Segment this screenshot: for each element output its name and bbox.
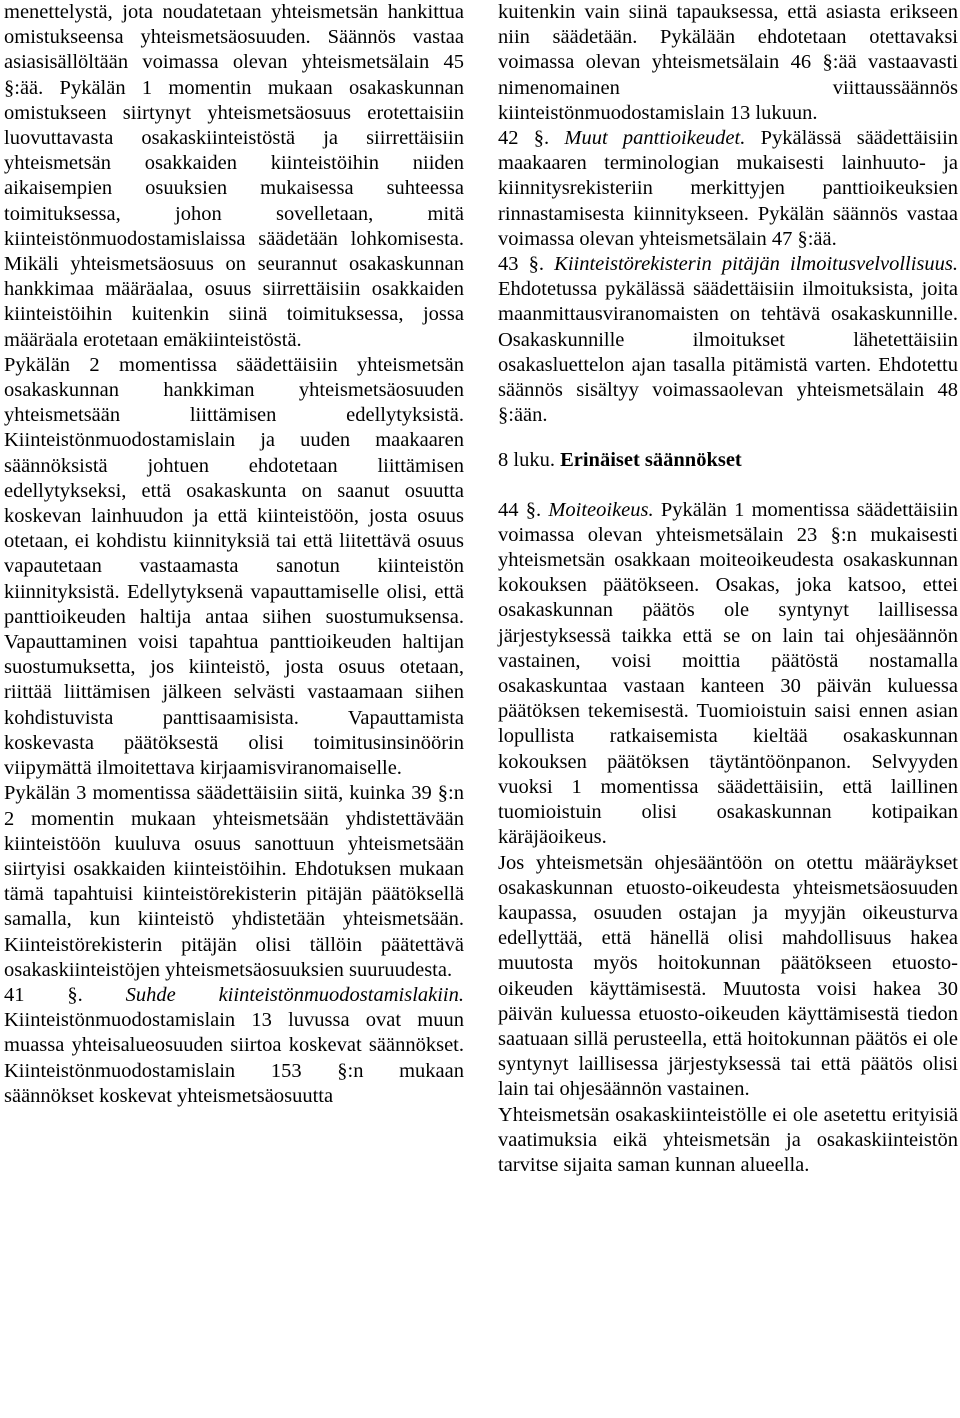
section-44 bbox=[498, 498, 958, 851]
section-42 bbox=[498, 126, 958, 252]
section-number: 44 §. bbox=[498, 498, 542, 521]
section-number: 43 §. bbox=[498, 253, 545, 276]
paragraph: Yhteismetsän osakaskiinteistölle ei ole asetettu erityisiä vaatimuksia eikä yhteismetsän ja osakaskiinteistön tarvitse sijaita saman kunnan alueella. bbox=[498, 1103, 958, 1176]
chapter-title: Erinäiset säännökset bbox=[560, 449, 742, 472]
section-title: Muut panttioikeudet. bbox=[564, 127, 746, 150]
section-43 bbox=[498, 252, 958, 428]
right-column bbox=[498, 0, 958, 1178]
section-text: Pykälässä säädettäisiin maakaaren terminologian mukaisesti lainhuuto- ja kiinnitysrekisteriin merkittyjen panttioikeuksien rinnastamisesta kiinnitykseen. Pykälän säännös vastaa voimassa olevan yhteismetsälain 47 §:ää. bbox=[498, 127, 959, 250]
section-title: Moiteoikeus. bbox=[548, 498, 654, 521]
section-number: 41 §. bbox=[4, 983, 83, 1006]
left-column bbox=[4, 0, 464, 1109]
section-41 bbox=[4, 983, 464, 1109]
section-title: Suhde kiinteistönmuodostamislakiin. bbox=[125, 983, 465, 1006]
paragraph: Jos yhteismetsän ohjesääntöön on otettu määräykset osakaskunnan etuosto-oikeudesta yhteismetsäosuuden kaupassa, osuuden ostajan ja myyjän oikeusturva edellyttää, että hänellä olisi mahdollisuus hakea muutosta myös hoitokunnan päätökseen etuosto-oikeuden käyttämisestä. Muutosta voisi hakea 30 päivän kuluessa etuosto-oikeuden käyttämisestä tiedon saatuaan sillä perusteella, että hoitokunnan päätös ei ole syntynyt laillisessa järjestyksessä tai että päätös olisi lain tai ohjesäännön vastainen. bbox=[498, 851, 958, 1101]
chapter-heading bbox=[498, 448, 958, 473]
chapter-number: 8 luku. bbox=[498, 449, 555, 472]
paragraph: kuitenkin vain siinä tapauksessa, että asiasta erikseen niin säädetään. Pykälään ehdotetaan otettavaksi voimassa olevan yhteismetsälain 46 §:ää vastaavasti nimenomainen viittaussäännös kiinteistönmuodostamislain 13 lukuun. bbox=[498, 1, 958, 124]
section-text: Kiinteistönmuodostamislain 13 luvussa ovat muun muassa yhteisalueosuuden siirtoa koskevat säännökset. Kiinteistönmuodostamislain 153 §:n mukaan säännökset koskevat yhteismetsäosuutta bbox=[4, 1009, 464, 1107]
paragraph: menettelystä, jota noudatetaan yhteismetsän hankittua omistukseensa yhteismetsäosuuden. Säännös vastaa asiasisällöltään voimassa olevan yhteismetsälain 45 §:ää. Pykälän 1 momentin mukaan osakaskunnan omistukseen siirtynyt yhteismetsäosuus erotettaisiin luovuttavasta osakaskiinteistöstä ja siirrettäisiin yhteismetsän osakkaiden kiinteistöihin niiden aikaisempien osuuksien mukaisessa suhteessa toimituksessa, johon sovelletaan, mitä kiinteistönmuodostamislaissa säädetään lohkomisesta. Mikäli yhteismetsäosuus on seurannut osakaskunnan hankkimaa määräalaa, osuus siirrettäisiin osakkaiden kiinteistöihin kuitenkin siinä toimituksessa, jossa määräala erotetaan emäkiinteistöstä. bbox=[4, 1, 464, 351]
section-text: Ehdotetussa pykälässä säädettäisiin ilmoituksista, joita maanmittausviranomaisten on tehtävä osakaskunnille. Osakaskunnille ilmoitukset lähetettäisiin osakasluettelon ajan tasalla pitämistä varten. Ehdotettu säännös sisältyy voimassaolevan yhteismetsälain 48 §:ään. bbox=[498, 278, 958, 427]
paragraph: Pykälän 2 momentissa säädettäisiin yhteismetsän osakaskunnan hankkiman yhteismetsäosuuden yhteismetsään liittämisen edellytyksistä. Kiinteistönmuodostamislain ja uuden maakaaren säännöksistä johtuen ehdotetaan liittämisen edellytykseksi, että osakaskunta on saanut osuutta koskevan lainhuudon ja että kiinteistöön, josta osuus otetaan, ei kohdistu kiinnityksiä tai että liitettävä osuus vapautetaan vastaamasta sanotun kiinteistön kiinnityksistä. Edellytyksenä vapauttamiselle olisi, että panttioikeuden haltija antaa siihen suostumuksensa. Vapauttaminen voisi tapahtua panttioikeuden haltijan suostumuksetta, jos kiinteistö, josta osuus otetaan, riittää liittämisen jälkeen selvästi vastaamaan siihen kohdistuvista panttisaamisista. Vapauttamista koskevasta päätöksestä olisi toimitusinsinöörin viipymättä ilmoitettava kirjaamisviranomaiselle. bbox=[4, 353, 464, 780]
section-number: 42 §. bbox=[498, 127, 550, 150]
section-text: Pykälän 1 momentissa säädettäisiin voimassa olevan yhteismetsälain 23 §:n mukaisesti yhteismetsän osakkaan moiteoikeudesta osakaskunnan kokouksen päätökseen. Osakas, joka katsoo, ettei osakaskunnan päätös ole syntynyt laillisessa järjestyksessä taikka että se on lain tai ohjesäännön vastainen, voisi moittia päätöstä nostamalla osakaskuntaa vastaan kanteen 30 päivän kuluessa päätöksen tekemisestä. Tuomioistuin saisi ennen asian lopullista ratkaisemista kieltää osakaskunnan kokouksen päätöksen täytäntöönpanon. Selvyyden vuoksi 1 momentissa säädettäisiin, että laillinen tuomioistuin olisi osakaskunnan kotipaikan käräjäoikeus. bbox=[498, 498, 959, 849]
paragraph: Pykälän 3 momentissa säädettäisiin siitä, kuinka 39 §:n 2 momentin mukaan yhteismetsään yhdistettävään kiinteistöön kuuluva osuus sanottuun yhteismetsään siirtyisi osakkaiden kiinteistöihin. Ehdotuksen mukaan tämä tapahtuisi kiinteistörekisterin pitäjän päätöksellä samalla, kun kiinteistö yhdistetään yhteismetsään. Kiinteistörekisterin pitäjän olisi tällöin päätettävä osakaskiinteistöjen yhteismetsäosuuksien suuruudesta. bbox=[4, 782, 464, 981]
section-title: Kiinteistörekisterin pitäjän ilmoitusvelvollisuus. bbox=[554, 253, 959, 276]
